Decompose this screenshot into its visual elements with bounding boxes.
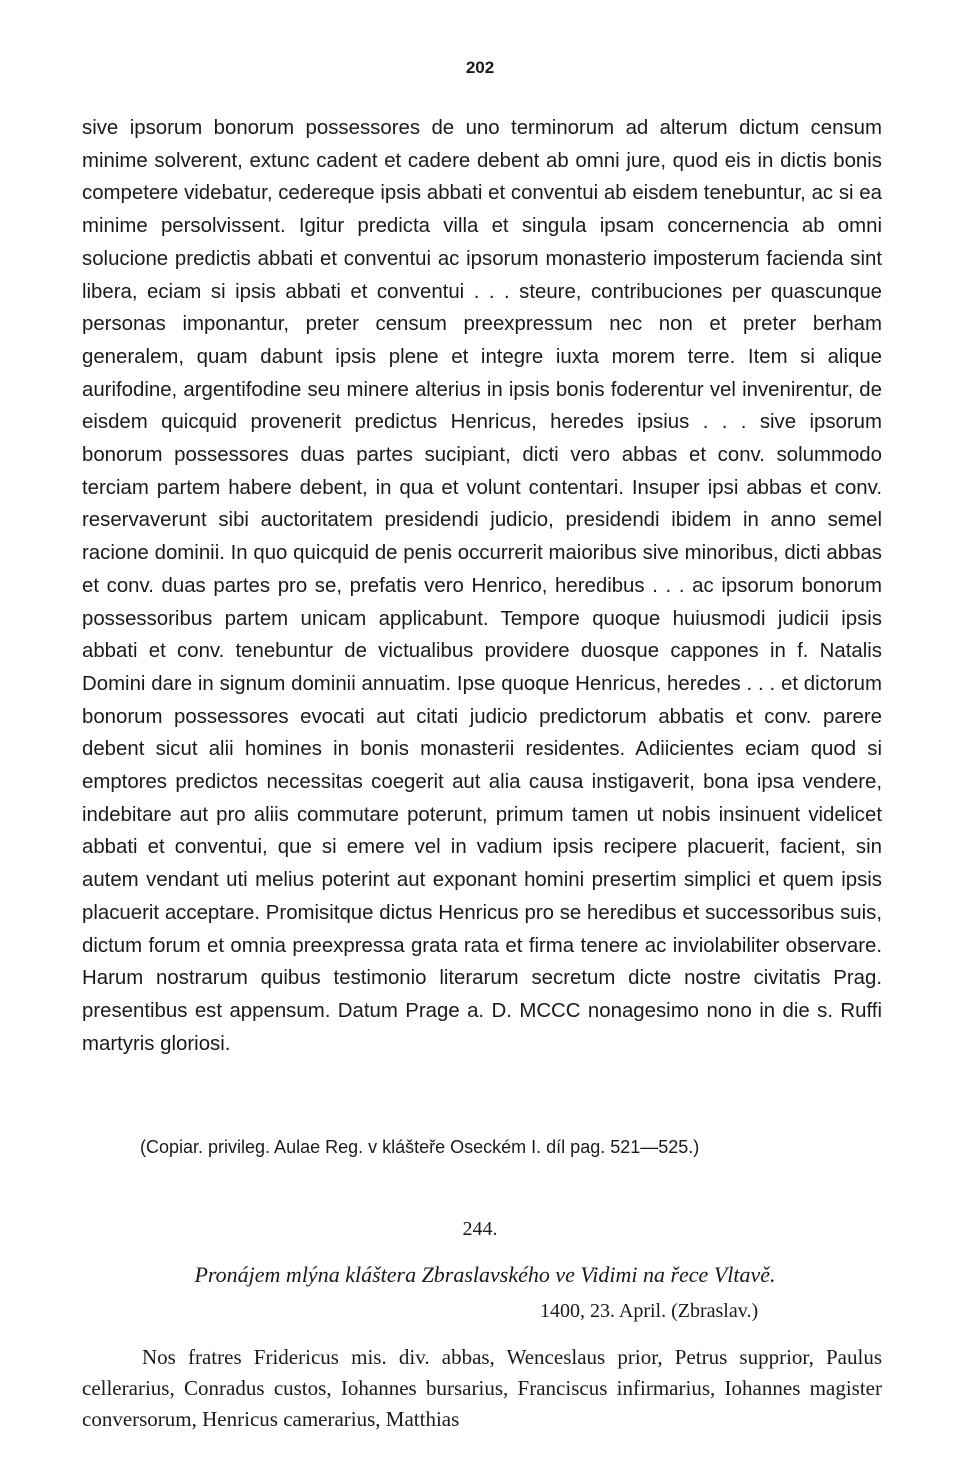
document-title: Pronájem mlýna kláštera Zbraslavského ve Vidimi na řece Vltavě. [194,1262,776,1287]
document-date: 1400, 23. April. (Zbraslav.) [540,1300,759,1322]
page-number: 202 [465,58,495,77]
main-paragraph: sive ipsorum bonorum possessores de uno terminorum ad alterum dictum censum minime solverent, extunc cadent et cadere debent ab omni jure, quod eis in dictis bonis competere videbatur, cedereque ipsis abbati et conventui ab eisdem tenebuntur, ac si ea minime persolvissent. Igitur predicta villa et singula ipsam concernencia ab omni solucione predictis abbati et conventui ac ipsorum monasterio imposterum facienda sint libera, eciam si ipsis abbati et conventui . . . steure, contribuciones per quascunque personas imponantur, preter censum preexpressum nec non et preter berham generalem, quam dabunt ipsis plene et integre iuxta morem terre. Item si alique aurifodine, argentifodine seu minere alterius in ipsis bonis foderentur vel invenirentur, de eisdem quicquid provenerit predictus Henricus, heredes ipsius . . . sive ipsorum bonorum possessores duas partes sucipiant, dicti vero abbas et conv. solummodo terciam partem habere debent, in qua et volunt contentari. Insuper ipsi abbas et conv. reservaverunt sibi auctoritatem presidendi judicio, presidendi ibidem in anno semel racione dominii. In quo quicquid de penis occurrerit maioribus sive minoribus, dicti abbas et conv. duas partes pro se, prefatis vero Henrico, heredibus . . . ac ipsorum bonorum possessoribus partem unicam applicabunt. Tempore quoque huiusmodi judicii ipsis abbati et conv. tenebuntur de victualibus providere duosque cappones in f. Natalis Domini dare in signum dominii annuatim. Ipse quoque Henricus, heredes . . . et dictorum bonorum possessores evocati aut citati judicio predictorum abbatis et conv. parere debent sicut alii homines in bonis monasterii residentes. Adiicientes eciam quod si emptores predictos necessitas coegerit aut alia causa instigaverit, bona ipsa vendere, indebitare aut pro aliis commutare poterunt, primum tamen ut nobis insinuent videlicet abbati et conventui, que si emere vel in vadium ipsis recipere placuerit, facient, sin autem vendant uti melius poterint aut exponant homini presertim simplici et quem ipsis placuerit acceptare. Promisitque dictus Henricus pro se heredibus et successoribus suis, dictum forum et omnia preexpressa grata rata et firma tenere ac inviolabiliter observare. Harum nostrarum quibus testimonio literarum secretum dicte nostre civitatis Prag. presentibus est appensum. Datum Prage a. D. MCCC nonagesimo nono in die s. Ruffi martyris gloriosi. [82,117,882,1055]
second-paragraph: Nos fratres Fridericus mis. div. abbas, Wenceslaus prior, Petrus supprior, Paulus cellerarius, Conradus custos, Iohannes bursarius, Franciscus infirmarius, Iohannes magister conversorum, Henricus camerarius, Matthias [82,1345,882,1431]
source-citation: (Copiar. privileg. Aulae Reg. v klášteře Oseckém I. díl pag. 521—525.) [140,1137,700,1157]
document-number: 244. [462,1218,498,1240]
